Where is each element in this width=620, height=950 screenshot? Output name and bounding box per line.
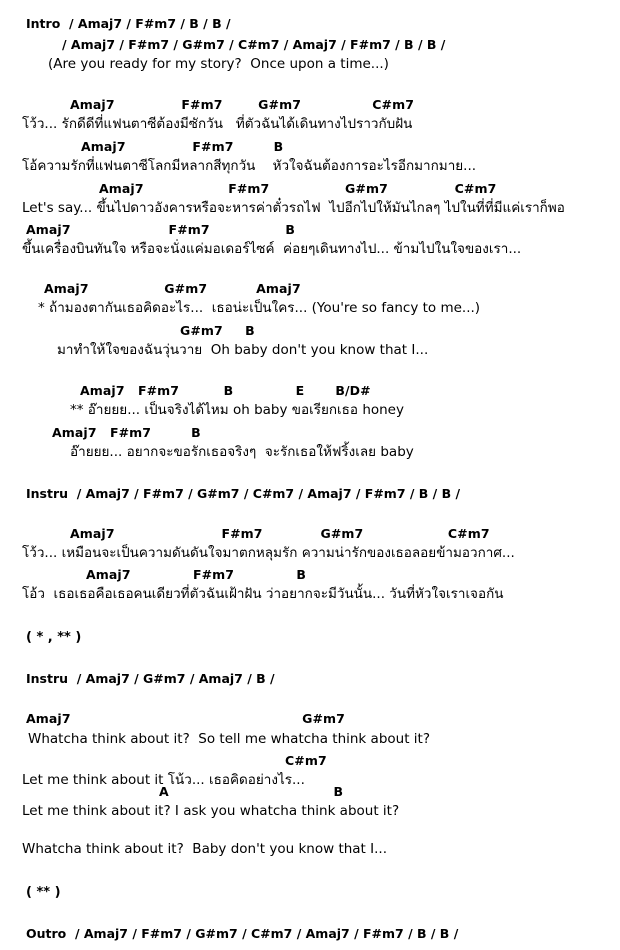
chord-line: Amaj7 G#m7 Amaj7 xyxy=(44,281,301,296)
chord-line: Amaj7 F#m7 B E B/D# xyxy=(80,383,371,398)
chord-line: Amaj7 G#m7 xyxy=(26,711,345,726)
lyric-line: โอ้ความรักที่แฟนตาซีโลกมีหลากสีทุกวัน หัวใจฉันต้องการอะไรอีกมากมาย... xyxy=(22,158,477,174)
chord-line: Amaj7 F#m7 B xyxy=(81,139,284,154)
repeat-marker: ( * , ** ) xyxy=(26,630,82,645)
lyric-line: Let me think about it โน้ว... เธอคิดอย่างไร... xyxy=(22,772,305,788)
lyric-line: มาทำให้ใจของฉันวุ่นวาย Oh baby don't you know that I... xyxy=(57,342,429,358)
chord-line: G#m7 B xyxy=(180,323,255,338)
chord-line: Amaj7 F#m7 G#m7 C#m7 xyxy=(70,526,490,541)
lyric-line: โว้ว... เหมือนจะเป็นความดันดันใจมาตกหลุมรัก ความน่ารักของเธอลอยข้ามอวกาศ... xyxy=(22,545,515,561)
lyric-line: ขึ้นเครื่องบินทันใจ หรือจะนั่งแค่มอเดอร์ไซค์ ค่อยๆเดินทางไป... ข้ามไปในใจของเรา... xyxy=(22,241,522,257)
section-label-line: Instru / Amaj7 / F#m7 / G#m7 / C#m7 / Amaj7 / F#m7 / B / B / xyxy=(26,486,461,501)
chord-line: C#m7 xyxy=(285,753,327,768)
lyric-line: Let me think about it? I ask you whatcha think about it? xyxy=(22,803,400,819)
chord-line: Amaj7 F#m7 G#m7 C#m7 xyxy=(99,181,497,196)
lyric-line: Whatcha think about it? So tell me whatcha think about it? xyxy=(28,731,430,747)
lyric-line: (Are you ready for my story? Once upon a time...) xyxy=(48,56,389,72)
chord-line: Amaj7 F#m7 B xyxy=(86,567,307,582)
chord-line: Amaj7 F#m7 B xyxy=(52,425,201,440)
lyric-line: อ๊ายยย... อยากจะขอรักเธอจริงๆ จะรักเธอให้ฟริ้งเลย baby xyxy=(70,444,414,460)
section-label-line: Instru / Amaj7 / G#m7 / Amaj7 / B / xyxy=(26,671,275,686)
lyric-line: Whatcha think about it? Baby don't you know that I... xyxy=(22,841,388,857)
section-label-line: Outro / Amaj7 / F#m7 / G#m7 / C#m7 / Amaj7 / F#m7 / B / B / xyxy=(26,926,459,941)
section-label-line: Intro / Amaj7 / F#m7 / B / B / xyxy=(26,16,231,31)
chord-line: Amaj7 F#m7 B xyxy=(26,222,295,237)
chord-line: Amaj7 F#m7 G#m7 C#m7 xyxy=(70,97,414,112)
lyric-line: Let's say... ขึ้นไปดาวอังคารหรือจะหารค่าตั๋วรถไฟ ไปอีกไปให้มันไกลๆ ไปในที่ที่มีแค่เราก็พอ xyxy=(22,200,565,216)
repeat-marker: ( ** ) xyxy=(26,885,61,900)
lyric-line: ** อ๊ายยย... เป็นจริงได้ไหม oh baby ขอเรียกเธอ honey xyxy=(70,402,404,418)
section-label-line: / Amaj7 / F#m7 / G#m7 / C#m7 / Amaj7 / F#m7 / B / B / xyxy=(62,37,446,52)
lyric-line: โอ้ว เธอเธอคือเธอคนเดียวที่ตัวฉันเฝ้าฝัน ว่าอยากจะมีวันนั้น... วันที่หัวใจเราเจอกัน xyxy=(22,586,504,602)
lyric-line: โว้ว... รักดีดีที่แฟนตาซีต้องมีซักวัน ที่ตัวฉันได้เดินทางไปราวกับฝัน xyxy=(22,116,413,132)
lyric-line: * ถ้ามองตากันเธอคิดอะไร... เธอน่ะเป็นใคร... (You're so fancy to me...) xyxy=(38,300,481,316)
chord-line: A B xyxy=(159,784,344,799)
